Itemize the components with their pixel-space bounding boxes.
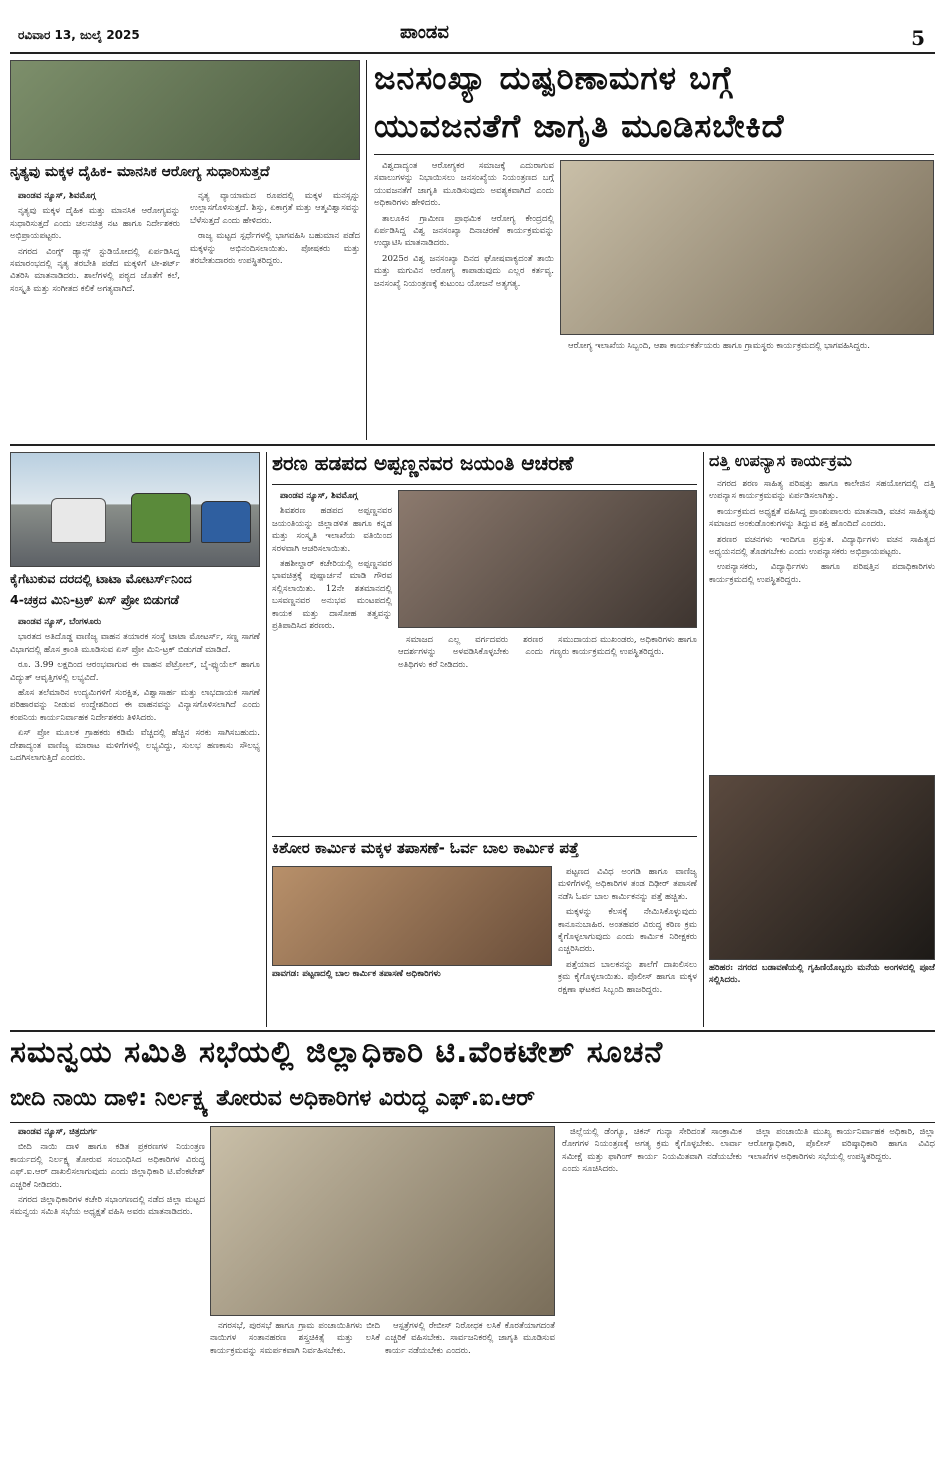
article3-para: ಭಾರತದ ಅತಿದೊಡ್ಡ ವಾಣಿಜ್ಯ ವಾಹನ ತಯಾರಕ ಸಂಸ್ಥೆ ಟಾಟಾ ಮೋಟರ್ಸ್, ಸಣ್ಣ ಸಾಗಣೆ ವಿಭಾಗದಲ್ಲಿ ಹೊಸ ಕ್ರಾಂತಿ ಮೂಡಿಸುವ ಏಸ್ ಪ್ರೋ ಮಿನಿ-ಟ್ರಕ್ ಬಿಡುಗಡೆ ಮಾಡಿದೆ. xyxy=(10,632,260,655)
article6-para: ಪತ್ತೆಯಾದ ಬಾಲಕನನ್ನು ಶಾಲೆಗೆ ದಾಖಲಿಸಲು ಕ್ರಮ ಕೈಗೊಳ್ಳಲಾಯಿತು. ಪೊಲೀಸ್ ಹಾಗೂ ಮಕ್ಕಳ ರಕ್ಷಣಾ ಘಟಕದ ಸಿಬ್ಬಂದಿ ಹಾಜರಿದ್ದರು. xyxy=(558,959,697,995)
article5-body xyxy=(709,478,935,770)
truck-shape xyxy=(201,501,251,543)
newspaper-brand: ಪಾಂಡವ xyxy=(400,22,449,43)
article2-para: ಆರೋಗ್ಯ ಇಲಾಖೆಯ ಸಿಬ್ಬಂದಿ, ಆಶಾ ಕಾರ್ಯಕರ್ತೆಯರು ಹಾಗೂ ಗ್ರಾಮಸ್ಥರು ಕಾರ್ಯಕ್ರಮದಲ್ಲಿ ಭಾಗವಹಿಸಿದ್ದರು. xyxy=(568,341,871,351)
article6-top-rule xyxy=(272,836,697,837)
article2-rule xyxy=(374,154,934,155)
article4-body-col3 xyxy=(550,634,697,834)
article6-headline: ಕಿಶೋರ ಕಾರ್ಮಿಕ ಮಕ್ಕಳ ತಪಾಸಣೆ- ಓರ್ವ ಬಾಲ ಕಾರ್ಮಿಕ ಪತ್ತೆ xyxy=(272,840,579,857)
article3-body xyxy=(10,616,260,1026)
article1-dateline: ಪಾಂಡವ ನ್ಯೂಸ್, ಶಿವಮೊಗ್ಗ xyxy=(18,191,96,201)
article2-para: ತಾಲೂಕಿನ ಗ್ರಾಮೀಣ ಪ್ರಾಥಮಿಕ ಆರೋಗ್ಯ ಕೇಂದ್ರದಲ್ಲಿ ಏರ್ಪಡಿಸಿದ್ದ ವಿಶ್ವ ಜನಸಂಖ್ಯಾ ದಿನಾಚರಣೆ ಕಾರ್ಯಕ್ರಮವನ್ನು ಉದ್ಘಾಟಿಸಿ ಮಾತನಾಡಿದರು. xyxy=(374,213,554,249)
article3-para: ಏಸ್ ಪ್ರೋ ಮೂಲಕ ಗ್ರಾಹಕರು ಕಡಿಮೆ ವೆಚ್ಚದಲ್ಲಿ ಹೆಚ್ಚಿನ ಸರಕು ಸಾಗಿಸಬಹುದು. ದೇಶಾದ್ಯಂತ ವಾಣಿಜ್ಯ ಮಾರಾಟ ಮಳಿಗೆಗಳಲ್ಲಿ ಲಭ್ಯವಿದ್ದು, ಸುಲಭ ಹಣಕಾಸು ಸೌಲಭ್ಯ ಒದಗಿಸಲಾಗುತ್ತಿದೆ ಎಂದರು. xyxy=(10,728,260,764)
article3-para: ರೂ. 3.99 ಲಕ್ಷದಿಂದ ಆರಂಭವಾಗುವ ಈ ವಾಹನ ಪೆಟ್ರೋಲ್, ಬೈ-ಫ್ಯುಯೆಲ್ ಹಾಗೂ ವಿದ್ಯುತ್ ಆವೃತ್ತಿಗಳಲ್ಲಿ ಲಭ್ಯವಿದೆ. xyxy=(10,660,260,683)
article5-para: ನಗರದ ಶರಣ ಸಾಹಿತ್ಯ ಪರಿಷತ್ತು ಹಾಗೂ ಕಾಲೇಜಿನ ಸಹಯೋಗದಲ್ಲಿ ದತ್ತಿ ಉಪನ್ಯಾಸ ಕಾರ್ಯಕ್ರಮವನ್ನು ಏರ್ಪಡಿಸಲಾಗಿತ್ತು. xyxy=(709,479,935,502)
article7-para: ನಗರಸಭೆ, ಪುರಸಭೆ ಹಾಗೂ ಗ್ರಾಮ ಪಂಚಾಯಿತಿಗಳು ಬೀದಿ ನಾಯಿಗಳ ಸಂತಾನಹರಣ ಶಸ್ತ್ರಚಿಕಿತ್ಸೆ ಮತ್ತು ಲಸಿಕೆ ಕಾರ್ಯಕ್ರಮವನ್ನು ಸಮರ್ಪಕವಾಗಿ ನಿರ್ವಹಿಸಬೇಕು. xyxy=(210,1321,380,1356)
masthead-rule xyxy=(10,52,935,54)
article7-para: ಜಿಲ್ಲಾ ಪಂಚಾಯಿತಿ ಮುಖ್ಯ ಕಾರ್ಯನಿರ್ವಾಹಕ ಅಧಿಕಾರಿ, ಜಿಲ್ಲಾ ಆರೋಗ್ಯಾಧಿಕಾರಿ, ಪೊಲೀಸ್ ವರಿಷ್ಠಾಧಿಕಾರಿ ಹಾಗೂ ವಿವಿಧ ಇಲಾಖೆಗಳ ಅಧಿಕಾರಿಗಳು ಸಭೆಯಲ್ಲಿ ಉಪಸ್ಥಿತರಿದ್ದರು. xyxy=(748,1127,935,1162)
article6-para: ಮಕ್ಕಳನ್ನು ಕೆಲಸಕ್ಕೆ ನೇಮಿಸಿಕೊಳ್ಳುವುದು ಕಾನೂನುಬಾಹಿರ. ಅಂತಹವರ ವಿರುದ್ಧ ಕಠಿಣ ಕ್ರಮ ಕೈಗೊಳ್ಳಲಾಗುವುದು ಎಂದು ಕಾರ್ಮಿಕ ನಿರೀಕ್ಷಕರು ಎಚ್ಚರಿಸಿದರು. xyxy=(558,907,697,955)
article3-headline-line1: ಕೈಗೆಟುಕುವ ದರದಲ್ಲಿ ಟಾಟಾ ಮೋಟರ್ಸ್‌ನಿಂದ xyxy=(10,572,192,586)
issue-date: ರವಿವಾರ 13, ಜುಲೈ 2025 xyxy=(18,28,140,42)
section-rule xyxy=(10,444,935,446)
child-labour-inspection-photo xyxy=(272,866,552,966)
article1-para: ನೃತ್ಯವು ಮಕ್ಕಳ ದೈಹಿಕ ಮತ್ತು ಮಾನಸಿಕ ಆರೋಗ್ಯವನ್ನು ಸುಧಾರಿಸುತ್ತದೆ ಎಂದು ಚಲನಚಿತ್ರ ನಟ ಹಾಗೂ ನಿರ್ದೇಶಕರು ಅಭಿಪ್ರಾಯಪಟ್ಟರು. xyxy=(10,206,180,242)
photo-caption-right: ಹರಿಹರ: ನಗರದ ಬಡಾವಣೆಯಲ್ಲಿ ಗೃಹಿಣಿಯೊಬ್ಬರು ಮನೆಯ ಅಂಗಳದಲ್ಲಿ ಪೂಜೆ ಸಲ್ಲಿಸಿದರು. xyxy=(709,963,935,986)
article3-para: ಹೊಸ ತಲೆಮಾರಿನ ಉದ್ಯಮಿಗಳಿಗೆ ಸುರಕ್ಷಿತ, ವಿಶ್ವಾಸಾರ್ಹ ಮತ್ತು ಲಾಭದಾಯಕ ಸಾಗಣೆ ಪರಿಹಾರವನ್ನು ನೀಡುವ ಉದ್ದೇಶದಿಂದ ಈ ವಾಹನವನ್ನು ವಿನ್ಯಾಸಗೊಳಿಸಲಾಗಿದೆ ಎಂದು ಕಂಪನಿಯ ಕಾರ್ಯನಿರ್ವಾಹಕ ನಿರ್ದೇಶಕರು ತಿಳಿಸಿದರು. xyxy=(10,688,260,723)
coordination-meeting-photo xyxy=(210,1126,555,1316)
article2-para: 2025ರ ವಿಶ್ವ ಜನಸಂಖ್ಯಾ ದಿನದ ಘೋಷವಾಕ್ಯದಂತೆ ತಾಯಿ ಮತ್ತು ಮಗುವಿನ ಆರೋಗ್ಯ ಕಾಪಾಡುವುದು ಎಲ್ಲರ ಕರ್ತವ್ಯ. ಜನಸಂಖ್ಯೆ ನಿಯಂತ್ರಣಕ್ಕೆ ಕುಟುಂಬ ಯೋಜನೆ ಅತ್ಯಗತ್ಯ. xyxy=(374,253,554,289)
article1-body-col1 xyxy=(10,190,180,440)
masthead xyxy=(0,0,945,52)
article7-body-col4 xyxy=(562,1126,742,1464)
page-number: 5 xyxy=(911,26,925,50)
article4-headline: ಶರಣ ಹಡಪದ ಅಪ್ಪಣ್ಣನವರ ಜಯಂತಿ ಆಚರಣೆ xyxy=(272,452,574,475)
article4-para: ಸಮುದಾಯದ ಮುಖಂಡರು, ಅಧಿಕಾರಿಗಳು ಹಾಗೂ ಗಣ್ಯರು ಕಾರ್ಯಕ್ರಮದಲ್ಲಿ ಉಪಸ್ಥಿತರಿದ್ದರು. xyxy=(550,635,697,658)
health-awareness-photo xyxy=(560,160,934,335)
article4-para: ತಹಶೀಲ್ದಾರ್ ಕಚೇರಿಯಲ್ಲಿ ಅಪ್ಪಣ್ಣನವರ ಭಾವಚಿತ್ರಕ್ಕೆ ಪುಷ್ಪಾರ್ಚನೆ ಮಾಡಿ ಗೌರವ ಸಲ್ಲಿಸಲಾಯಿತು. 12ನೇ ಶತಮಾನದಲ್ಲಿ ಬಸವಣ್ಣನವರ ಅನುಭವ ಮಂಟಪದಲ್ಲಿ ಕಾಯಕ ಮತ್ತು ದಾಸೋಹ ತತ್ವವನ್ನು ಪ್ರತಿಪಾದಿಸಿದ ಶರಣರು. xyxy=(272,559,392,632)
article2-headline-line1: ಜನಸಂಖ್ಯಾ ದುಷ್ಪರಿಣಾಮಗಳ ಬಗ್ಗೆ xyxy=(374,60,734,97)
column-divider xyxy=(366,60,367,440)
article6-para: ಪಟ್ಟಣದ ವಿವಿಧ ಅಂಗಡಿ ಹಾಗೂ ವಾಣಿಜ್ಯ ಮಳಿಗೆಗಳಲ್ಲಿ ಅಧಿಕಾರಿಗಳ ತಂಡ ದಿಢೀರ್ ತಪಾಸಣೆ ನಡೆಸಿ ಓರ್ವ ಬಾಲ ಕಾರ್ಮಿಕನನ್ನು ಪತ್ತೆ ಹಚ್ಚಿತು. xyxy=(558,867,697,902)
dance-group-photo xyxy=(10,60,360,160)
article2-para: ವಿಶ್ವದಾದ್ಯಂತ ಆರೋಗ್ಯಕರ ಸಮಾಜಕ್ಕೆ ಎದುರಾಗುವ ಸವಾಲುಗಳನ್ನು ನಿಭಾಯಿಸಲು ಜನಸಂಖ್ಯೆಯ ನಿಯಂತ್ರಣದ ಬಗ್ಗೆ ಯುವಜನತೆಗೆ ಜಾಗೃತಿ ಮೂಡಿಸುವುದು ಅವಶ್ಯಕವಾಗಿದೆ ಎಂದು ಅಧಿಕಾರಿಗಳು ಹೇಳಿದರು. xyxy=(374,161,554,209)
article3-dateline: ಪಾಂಡವ ನ್ಯೂಸ್, ಬೆಂಗಳೂರು xyxy=(18,617,102,627)
article7-dateline: ಪಾಂಡವ ನ್ಯೂಸ್, ಚಿತ್ರದುರ್ಗ xyxy=(18,1127,98,1137)
article7-headline-line2: ಬೀದಿ ನಾಯಿ ದಾಳಿ: ನಿರ್ಲಕ್ಷ್ಯ ತೋರುವ ಅಧಿಕಾರಿಗಳ ವಿರುದ್ಧ ಎಫ್.ಐ.ಆರ್ xyxy=(10,1086,535,1111)
article6-caption: ಪಾವಗಡ: ಪಟ್ಟಣದಲ್ಲಿ ಬಾಲ ಕಾರ್ಮಿಕ ತಪಾಸಣೆ ಅಧಿಕಾರಿಗಳು xyxy=(272,969,441,979)
article3-headline-line2: 4-ಚಕ್ರದ ಮಿನಿ-ಟ್ರಕ್ ಏಸ್ ಪ್ರೋ ಬಿಡುಗಡೆ xyxy=(10,593,179,607)
article6-body xyxy=(558,866,697,1028)
article7-rule xyxy=(10,1122,935,1123)
home-worship-photo xyxy=(709,775,935,960)
article4-rule xyxy=(272,484,697,485)
article2-body-col2 xyxy=(560,340,934,440)
article4-para: ಶಿವಶರಣ ಹಡಪದ ಅಪ್ಪಣ್ಣನವರ ಜಯಂತಿಯನ್ನು ಜಿಲ್ಲಾಡಳಿತ ಹಾಗೂ ಕನ್ನಡ ಮತ್ತು ಸಂಸ್ಕೃತಿ ಇಲಾಖೆಯ ವತಿಯಿಂದ ಸರಳವಾಗಿ ಆಚರಿಸಲಾಯಿತು. xyxy=(272,506,392,554)
article5-headline: ದತ್ತಿ ಉಪನ್ಯಾಸ ಕಾರ್ಯಕ್ರಮ xyxy=(709,452,852,470)
truck-shape xyxy=(51,498,106,543)
jayanti-celebration-photo xyxy=(398,490,697,628)
article7-para: ನಗರದ ಜಿಲ್ಲಾಧಿಕಾರಿಗಳ ಕಚೇರಿ ಸಭಾಂಗಣದಲ್ಲಿ ನಡೆದ ಜಿಲ್ಲಾ ಮಟ್ಟದ ಸಮನ್ವಯ ಸಮಿತಿ ಸಭೆಯ ಅಧ್ಯಕ್ಷತೆ ವಹಿಸಿ ಅವರು ಮಾತನಾಡಿದರು. xyxy=(10,1195,205,1218)
article4-para: ಸಮಾಜದ ಎಲ್ಲ ವರ್ಗದವರು ಶರಣರ ಆದರ್ಶಗಳನ್ನು ಅಳವಡಿಸಿಕೊಳ್ಳಬೇಕು ಎಂದು ಅತಿಥಿಗಳು ಕರೆ ನೀಡಿದರು. xyxy=(398,635,543,670)
article7-para: ಜಿಲ್ಲೆಯಲ್ಲಿ ಡೆಂಗ್ಯೂ, ಚಿಕನ್ ಗುನ್ಯಾ ಸೇರಿದಂತೆ ಸಾಂಕ್ರಾಮಿಕ ರೋಗಗಳ ನಿಯಂತ್ರಣಕ್ಕೆ ಅಗತ್ಯ ಕ್ರಮ ಕೈಗೊಳ್ಳಬೇಕು. ಲಾರ್ವಾ ಸಮೀಕ್ಷೆ ಮತ್ತು ಫಾಗಿಂಗ್ ಕಾರ್ಯ ನಿಯಮಿತವಾಗಿ ನಡೆಯಬೇಕು ಎಂದು ಸೂಚಿಸಿದರು. xyxy=(562,1127,742,1175)
column-divider xyxy=(703,452,704,1027)
article7-body-col5 xyxy=(748,1126,935,1464)
article4-dateline: ಪಾಂಡವ ನ್ಯೂಸ್, ಶಿವಮೊಗ್ಗ xyxy=(280,491,358,501)
article2-headline-line2: ಯುವಜನತೆಗೆ ಜಾಗೃತಿ ಮೂಡಿಸಬೇಕಿದೆ xyxy=(374,108,785,145)
article7-body-col1 xyxy=(10,1126,205,1464)
article7-para: ಆಸ್ಪತ್ರೆಗಳಲ್ಲಿ ರೇಬೀಸ್ ನಿರೋಧಕ ಲಸಿಕೆ ಕೊರತೆಯಾಗದಂತೆ ಎಚ್ಚರಿಕೆ ವಹಿಸಬೇಕು. ಸಾರ್ವಜನಿಕರಲ್ಲಿ ಜಾಗೃತಿ ಮೂಡಿಸುವ ಕಾರ್ಯ ನಡೆಯಬೇಕು ಎಂದರು. xyxy=(385,1321,555,1356)
article7-para: ಬೀದಿ ನಾಯಿ ದಾಳಿ ಹಾಗೂ ಕಡಿತ ಪ್ರಕರಣಗಳ ನಿಯಂತ್ರಣ ಕಾರ್ಯದಲ್ಲಿ ನಿರ್ಲಕ್ಷ್ಯ ತೋರುವ ಸಂಬಂಧಿಸಿದ ಅಧಿಕಾರಿಗಳ ವಿರುದ್ಧ ಎಫ್.ಐ.ಆರ್ ದಾಖಲಿಸಲಾಗುವುದು ಎಂದು ಜಿಲ್ಲಾಧಿಕಾರಿ ಟಿ.ವೆಂಕಟೇಶ್ ಎಚ್ಚರಿಕೆ ನೀಡಿದರು. xyxy=(10,1142,205,1190)
truck-shape xyxy=(131,493,191,543)
article5-para: ಉಪನ್ಯಾಸಕರು, ವಿದ್ಯಾರ್ಥಿಗಳು ಹಾಗೂ ಪರಿಷತ್ತಿನ ಪದಾಧಿಕಾರಿಗಳು ಕಾರ್ಯಕ್ರಮದಲ್ಲಿ ಉಪಸ್ಥಿತರಿದ್ದರು. xyxy=(709,562,935,585)
article1-headline: ನೃತ್ಯವು ಮಕ್ಕಳ ದೈಹಿಕ- ಮಾನಸಿಕ ಆರೋಗ್ಯ ಸುಧಾರಿಸುತ್ತದೆ xyxy=(10,164,270,180)
article7-headline-line1: ಸಮನ್ವಯ ಸಮಿತಿ ಸಭೆಯಲ್ಲಿ ಜಿಲ್ಲಾಧಿಕಾರಿ ಟಿ.ವೆಂಕಟೇಶ್ ಸೂಚನೆ xyxy=(10,1036,664,1070)
article7-body-col2 xyxy=(210,1320,380,1464)
article1-para: ರಾಜ್ಯ ಮಟ್ಟದ ಸ್ಪರ್ಧೆಗಳಲ್ಲಿ ಭಾಗವಹಿಸಿ ಬಹುಮಾನ ಪಡೆದ ಮಕ್ಕಳನ್ನು ಅಭಿನಂದಿಸಲಾಯಿತು. ಪೋಷಕರು ಮತ್ತು ತರಬೇತುದಾರರು ಉಪಸ್ಥಿತರಿದ್ದರು. xyxy=(190,231,360,267)
column-divider xyxy=(266,452,267,1027)
article1-para: ನೃತ್ಯ ವ್ಯಾಯಾಮದ ರೂಪದಲ್ಲಿ ಮಕ್ಕಳ ಮನಸ್ಸನ್ನು ಉಲ್ಲಾಸಗೊಳಿಸುತ್ತದೆ. ಶಿಸ್ತು, ಏಕಾಗ್ರತೆ ಮತ್ತು ಆತ್ಮವಿಶ್ವಾಸವನ್ನು ಬೆಳೆಸುತ್ತದೆ ಎಂದು ಹೇಳಿದರು. xyxy=(190,191,360,226)
article1-body-col2 xyxy=(190,190,360,440)
article5-para: ಕಾರ್ಯಕ್ರಮದ ಅಧ್ಯಕ್ಷತೆ ವಹಿಸಿದ್ದ ಪ್ರಾಂಶುಪಾಲರು ಮಾತನಾಡಿ, ವಚನ ಸಾಹಿತ್ಯವು ಸಮಾಜದ ಅಂಕುಡೊಂಕುಗಳನ್ನು ತಿದ್ದುವ ಶಕ್ತಿ ಹೊಂದಿದೆ ಎಂದರು. xyxy=(709,506,935,530)
article1-para: ನಗರದ ವಿಂಗ್ಸ್ ಡ್ಯಾನ್ಸ್ ಸ್ಟುಡಿಯೋದಲ್ಲಿ ಏರ್ಪಡಿಸಿದ್ದ ಸಮಾರಂಭದಲ್ಲಿ ನೃತ್ಯ ತರಬೇತಿ ಪಡೆದ ಮಕ್ಕಳಿಗೆ ಟೀ-ಶರ್ಟ್ ವಿತರಿಸಿ ಮಾತನಾಡಿದರು. ಶಾಲೆಗಳಲ್ಲಿ ಪಠ್ಯದ ಜೊತೆಗೆ ಕಲೆ, ಸಂಸ್ಕೃತಿ ಮತ್ತು ಸಂಗೀತದ ಕಲಿಕೆ ಅಗತ್ಯವಾಗಿದೆ. xyxy=(10,246,180,294)
mini-truck-photo xyxy=(10,452,260,567)
section-rule xyxy=(10,1030,935,1032)
article5-para: ಶರಣರ ವಚನಗಳು ಇಂದಿಗೂ ಪ್ರಸ್ತುತ. ವಿದ್ಯಾರ್ಥಿಗಳು ವಚನ ಸಾಹಿತ್ಯದ ಅಧ್ಯಯನದಲ್ಲಿ ತೊಡಗಬೇಕು ಎಂದು ಉಪನ್ಯಾಸಕರು ಅಭಿಪ್ರಾಯಪಟ್ಟರು. xyxy=(709,534,935,558)
article7-body-col3 xyxy=(385,1320,555,1464)
article2-body-col1 xyxy=(374,160,554,440)
article4-body-col2 xyxy=(398,634,543,834)
article4-body-col1 xyxy=(272,490,392,830)
